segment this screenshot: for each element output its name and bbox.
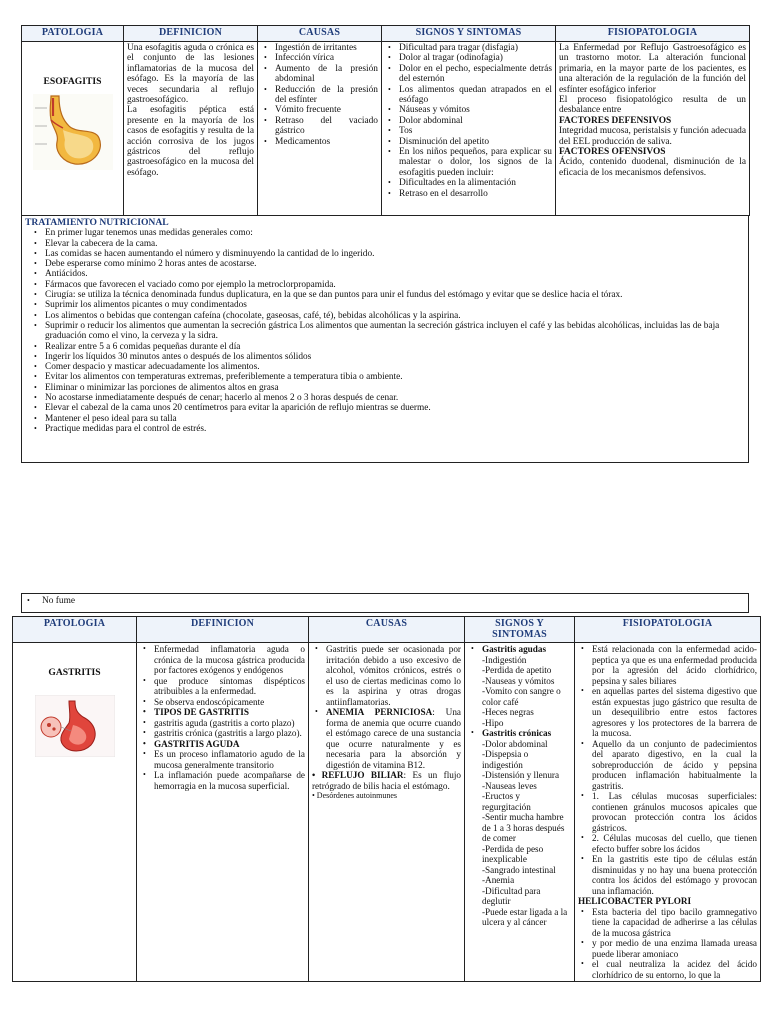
list-item: • Los alimentos quedan atrapados en el esófago — [399, 85, 552, 106]
list-item: • gastritis aguda (gastritis a corto plazo) — [154, 718, 305, 729]
definicion-cell — [124, 42, 258, 216]
list-item: • Retraso en el desarrollo — [399, 189, 552, 199]
cronicas-item: -Puede estar ligada a la ulcera y al cáncer — [482, 906, 568, 927]
esophagus-stomach-illustration-icon — [33, 94, 113, 170]
definicion-paragraph-1: Una esofagitis aguda o crónica es el conjunto de las lesiones inflamatorias de la mucosa del esófago. Es la mayoría de las veces secundaria al reflujo gastroesofágico. — [127, 43, 254, 106]
cronicas-title: • Gastritis crónicas — [482, 728, 552, 738]
list-item: • Practique medidas para el control de estrés. — [45, 424, 745, 434]
list-item: • Mantener el peso ideal para su talla — [45, 414, 745, 424]
list-item: • Cirugía: se utiliza la técnica denominada fundus duplicatura, en la que se dan puntos para unir el fundus del estómago y evitar que se deslice hacia el tórax. — [45, 290, 745, 300]
header-patologia: PATOLOGIA — [13, 617, 137, 643]
header-definicion: DEFINICION — [137, 617, 309, 643]
signos-list — [385, 43, 552, 199]
list-item: • Dolor en el pecho, especialmente detrás del esternón — [399, 64, 552, 85]
cronicas-item: -Distensión y llenura — [482, 770, 560, 780]
patologia-cell — [22, 42, 124, 216]
list-item: • Medicamentos — [275, 137, 378, 147]
no-fume-text: No fume — [42, 596, 76, 606]
list-item: • Ingestión de irritantes — [275, 43, 378, 53]
definicion-cell — [137, 643, 309, 982]
patologia-label: GASTRITIS — [48, 667, 101, 678]
list-item: • La inflamación puede acompañarse de hemorragia en la mucosa superficial. — [154, 770, 305, 791]
cronicas-item: -Sentir mucha hambre de 1 a 3 horas después de comer — [482, 812, 565, 843]
table-header-row — [13, 617, 761, 643]
agudas-item: -Vomito con sangre o color café — [482, 686, 561, 707]
header-causas: CAUSAS — [258, 26, 382, 42]
cronicas-item: -Anemia — [482, 875, 515, 885]
list-item: • Ingerir los líquidos 30 minutos antes o después de los alimentos sólidos — [45, 352, 745, 362]
list-item: • 2. Células mucosas del cuello, que tienen efecto buffer sobre los ácidos — [592, 833, 757, 854]
header-signos: SIGNOS Y SINTOMAS — [382, 26, 556, 42]
list-item: • el cual neutraliza la acidez del ácido clorhídrico de su entorno, lo que la — [592, 959, 757, 980]
header-causas: CAUSAS — [309, 617, 465, 643]
header-signos: SIGNOS Y SINTOMAS — [465, 617, 575, 643]
list-item: • Vómito frecuente — [275, 105, 378, 115]
list-item: • Debe esperarse como mínimo 2 horas antes de acostarse. — [45, 259, 745, 269]
list-item: • Reducción de la presión del esfínter — [275, 85, 378, 106]
fisiopatologia-cell — [556, 42, 750, 216]
cronicas-item: -Nauseas leves — [482, 780, 537, 791]
list-item: • Dificultades en la alimentación — [399, 178, 552, 188]
signos-cell — [465, 643, 575, 982]
fisio-paragraph-4: Ácido, contenido duodenal, disminución de la eficacia de los mecanismos defensivos. — [559, 157, 746, 178]
table-row — [13, 643, 761, 982]
list-item — [482, 728, 571, 928]
causas-list — [312, 644, 461, 770]
list-item: • 1. Las células mucosas superficiales: contienen gránulos mucosos apicales que provocan protección contra los ácidos gástricos. — [592, 791, 757, 833]
stomach-gastritis-illustration-icon — [35, 695, 115, 757]
cronicas-item: -Dificultad para deglutir — [482, 885, 541, 906]
agudas-item: -Indigestión — [482, 654, 527, 665]
list-item: • Disminución del apetito — [399, 137, 552, 147]
list-item: • Aquello da un conjunto de padecimientos del aparato digestivo, en la cual la sobreproducción de ácido y pepsina producen inflamación habitualmente la gastritis. — [592, 739, 757, 792]
table-row — [22, 42, 750, 216]
cronicas-item: -Dispepsia o indigestión — [482, 749, 529, 770]
header-fisiopatologia: FISIOPATOLOGIA — [575, 617, 761, 643]
agudas-title: • Gastritis agudas — [482, 644, 547, 654]
list-item: • TIPOS DE GASTRITIS — [154, 707, 305, 718]
list-item: • y por medio de una enzima llamada ureasa puede liberar amoniaco — [592, 938, 757, 959]
reflujo-text: : Es un flujo retrógrado de bilis hacia el estómago. — [312, 770, 461, 791]
no-fume-row — [21, 593, 749, 613]
definicion-list — [140, 644, 305, 791]
signos-list — [468, 644, 571, 928]
list-item: • Está relacionada con la enfermedad acido-peptica ya que es una enfermedad producida por la agresión del ácido clorhídrico, pepsina y sales biliares — [592, 644, 757, 686]
fisio-list-b — [578, 907, 757, 981]
tratamiento-list — [25, 228, 745, 434]
definicion-paragraph-2: La esofagitis péptica está presente en la mayoría de los casos de esofagitis y resulta de la acción corrosiva de los jugos gástricos del reflujo gastroesofágico en la mucosa del esófago. — [127, 105, 254, 178]
list-item: • Realizar entre 5 a 6 comidas pequeñas durante el día — [45, 342, 745, 352]
list-item: • que produce síntomas dispépticos atribuibles a la enfermedad. — [154, 676, 305, 697]
list-item: • en aquellas partes del sistema digestivo que están expuestas jugo gástrico que resulta de un desequilibrio entre estos factores agresores y los protectores de la barrera de la mucosa. — [592, 686, 757, 739]
cronicas-item: -Eructos y regurgitación — [482, 791, 531, 812]
tratamiento-title: TRATAMIENTO NUTRICIONAL — [25, 217, 169, 228]
agudas-item: -Perdida de apetito — [482, 665, 552, 675]
agudas-item: -Nauseas y vómitos — [482, 675, 555, 686]
list-item: • Enfermedad inflamatoria aguda o crónica de la mucosa gástrica producida por factores exógenos y endógenos — [154, 644, 305, 676]
signos-cell — [382, 42, 556, 216]
list-item: • Comer despacio y masticar adecuadamente los alimentos. — [45, 362, 745, 372]
list-item: • En primer lugar tenemos unas medidas generales como: — [45, 228, 745, 238]
helicobacter-heading: HELICOBACTER PYLORI — [578, 896, 692, 906]
list-item: • Dolor abdominal — [399, 116, 552, 126]
esofagitis-table — [21, 25, 750, 216]
list-item — [326, 707, 461, 770]
patologia-cell — [13, 643, 137, 982]
list-item: • En la gastritis este tipo de células están disminuidas y no hay una buena protección contra los ácidos del estómago y provocan una inflamación. — [592, 854, 757, 896]
fisio-paragraph-2: El proceso fisiopatológico resulta de un desbalance entre — [559, 95, 746, 116]
list-item: • Los alimentos o bebidas que contengan cafeína (chocolate, gaseosas, café, té), bebidas alcohólicas y la aspirina. — [45, 311, 745, 321]
table-header-row — [22, 26, 750, 42]
list-item: • Suprimir los alimentos picantes o muy condimentados — [45, 300, 745, 310]
header-definicion: DEFINICION — [124, 26, 258, 42]
list-item: • GASTRITIS AGUDA — [154, 739, 305, 750]
list-item — [482, 644, 571, 728]
anemia-title: ANEMIA PERNICIOSA — [326, 707, 433, 717]
list-item: • Aumento de la presión abdominal — [275, 64, 378, 85]
bullet-icon: • — [27, 596, 30, 605]
list-item: • Esta bacteria del tipo bacilo gramnegativo tiene la capacidad de adherirse a las células de la mucosa gástrica — [592, 907, 757, 939]
list-item: • Evitar los alimentos con temperaturas extremas, preferiblemente a temperatura tibia o ambiente. — [45, 372, 745, 382]
list-item: • Eliminar o minimizar las porciones de alimentos altos en grasa — [45, 383, 745, 393]
list-item: • Retraso del vaciado gástrico — [275, 116, 378, 137]
list-item: • Dolor al tragar (odinofagia) — [399, 53, 552, 63]
causas-cell — [309, 643, 465, 982]
list-item: • Gastritis puede ser ocasionada por irritación debido a uso excesivo de alcohol, vómitos crónicos, estrés o el uso de ciertas medicinas como lo es la aspirina y otras drogas antiinflamatorias. — [326, 644, 461, 707]
agudas-item: -Heces negras — [482, 707, 534, 717]
list-item: • No acostarse inmediatamente después de cenar; hacerlo al menos 2 o 3 horas después de cenar. — [45, 393, 745, 403]
header-fisiopatologia: FISIOPATOLOGIA — [556, 26, 750, 42]
cronicas-item: -Sangrado intestinal — [482, 864, 556, 875]
list-item: • Elevar la cabecera de la cama. — [45, 239, 745, 249]
fisio-paragraph-3: Integridad mucosa, peristalsis y función adecuada del EEL producción de saliva. — [559, 126, 746, 147]
causas-list — [261, 43, 378, 147]
list-item: • Fármacos que favorecen el vaciado como por ejemplo la metroclorpropamida. — [45, 280, 745, 290]
list-item: • Náuseas y vómitos — [399, 105, 552, 115]
gastritis-table — [12, 616, 761, 982]
fisiopatologia-cell — [575, 643, 761, 982]
list-item: • Dificultad para tragar (disfagia) — [399, 43, 552, 53]
fisio-heading-ofensivos: FACTORES OFENSIVOS — [559, 147, 666, 158]
cronicas-item: -Perdida de peso inexplicable — [482, 843, 544, 864]
fisio-heading-defensivos: FACTORES DEFENSIVOS — [559, 115, 672, 126]
cronicas-item: -Dolor abdominal — [482, 738, 548, 749]
fisio-paragraph-1: La Enfermedad por Reflujo Gastroesofágico es un trastorno motor. La alteración funcional primaria, en la mayor parte de los pacientes, es una alteración de la regulación de la función del esfínter esofágico inferior — [559, 43, 746, 95]
reflujo-title: • REFLUJO BILIAR — [312, 770, 404, 780]
list-item: • Es un proceso inflamatorio agudo de la mucosa generalmente transitorio — [154, 749, 305, 770]
list-item: • En los niños pequeños, para explicar su malestar o dolor, los signos de la esofagitis pueden incluir: — [399, 147, 552, 178]
agudas-item: -Hipo — [482, 717, 504, 728]
tratamiento-section — [21, 216, 749, 463]
list-item: • Las comidas se hacen aumentando el número y disminuyendo la cantidad de lo ingerido. — [45, 249, 745, 259]
causas-cell — [258, 42, 382, 216]
anemia-text: : Una forma de anemia que ocurre cuando el estómago carece de una sustancia que ocurre naturalmente y es necesaria para la absorción y digestión de vitamina B12. — [326, 707, 461, 770]
list-item: • gastritis crónica (gastritis a largo plazo). — [154, 728, 305, 739]
list-item: • Tos — [399, 126, 552, 136]
list-item: • Antiácidos. — [45, 269, 745, 279]
header-patologia: PATOLOGIA — [22, 26, 124, 42]
patologia-label: ESOFAGITIS — [43, 76, 102, 88]
fisio-list-a — [578, 644, 757, 896]
list-item: • Elevar el cabezal de la cama unos 20 centímetros para evitar la aparición de reflujo mientras se duerme. — [45, 403, 745, 413]
desordenes-text: • Desórdenes autoinmunes — [312, 791, 398, 800]
list-item: • Se observa endoscópicamente — [154, 697, 305, 708]
list-item: • Suprimir o reducir los alimentos que aumentan la secreción gástrica Los alimentos que aumentan la secreción gástrica incluyen el café y las bebidas alcohólicas, incluidas las de baja graduación como el vino, la cerveza y la sidra. — [45, 321, 745, 342]
list-item: • Infección vírica — [275, 53, 378, 63]
reflujo-paragraph — [312, 770, 461, 791]
